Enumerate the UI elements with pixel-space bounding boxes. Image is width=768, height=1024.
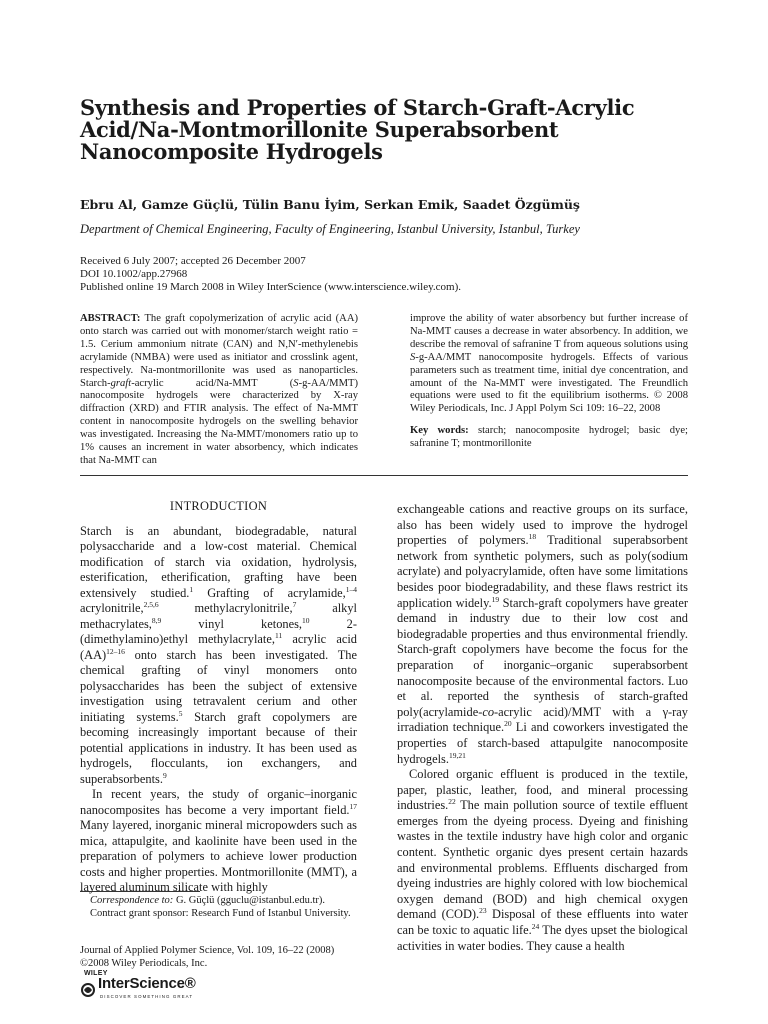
- abstract-right: [410, 313, 688, 451]
- abstract-text: The graft copolymerization of acrylic acid (AA) onto starch was carried out with monomer/starch weight ratio = 1.5. Cerium ammonium nitrate (CAN) and N,N′-methylenebis acrylamide (NMBA) were used as initiator and crosslink agent, respectively. Na-montmorillonite was used as nanoparticles. Starch-: [80, 313, 358, 389]
- keywords: [410, 425, 688, 451]
- abstract-label: ABSTRACT:: [80, 313, 141, 324]
- title-line-3: Nanocomposite Hydrogels: [80, 139, 383, 164]
- abstract-text: -acrylic acid/Na-MMT (: [131, 377, 294, 389]
- logo-tagline: DISCOVER SOMETHING GREAT: [100, 994, 194, 999]
- paragraph: Colored organic effluent is produced in the textile, paper, plastic, leather, food, and mineral processing industries.$^{22}$ The main pollution source of textile effluent emerges from the dyeing process. Dyeing and finishing wastes in the textile industry have high color and organic content. Synthetic organic dyes present certain hazards and environmental problems. Effluents discharged from dyeing industries are highly colored with low biochemical oxygen demand (BOD) and high chemical oxygen demand (COD).$^{23}$ Disposal of these effluents into water can be toxic to aquatic life.$^{24}$ The dyes upset the biological activities in water bodies. They cause a health: [397, 767, 688, 953]
- abstract-left: [80, 313, 358, 468]
- paragraph: In recent years, the study of organic–inorganic nanocomposites has become a very important field.$^{17}$ Many layered, inorganic mineral micropowders such as mica, attapulgite, and kaolinite have been used in the preparation of polymers to achieve lower production costs and higher properties. Montmorillonite (MMT), a layered aluminum silicate with highly: [80, 787, 357, 894]
- abstract-text: improve the ability of water absorbency but further increase of Na-MMT causes a decrease in water absorbency. In addition, we describe the removal of safranine T from aqueous solutions using: [410, 313, 688, 350]
- article-title: [80, 97, 700, 163]
- footnote-divider: [80, 891, 200, 892]
- abstract-text-italic: S: [410, 351, 416, 363]
- section-heading: INTRODUCTION: [169, 499, 268, 513]
- title-line-2: Acid/Na-Montmorillonite Superabsorbent: [80, 117, 559, 142]
- correspondence-note: Correspondence to: G. Güçlü (gguclu@istanbul.edu.tr).: [90, 895, 325, 906]
- journal-citation: [80, 945, 370, 970]
- abstract-text-italic: graft: [110, 377, 132, 389]
- footnotes: [80, 895, 365, 920]
- published-online: Published online 19 March 2008 in Wiley InterScience (www.interscience.wiley.com).: [80, 281, 461, 293]
- swirl-logo-icon: [80, 976, 96, 1000]
- title-line-1: Synthesis and Properties of Starch-Graft-Acrylic: [80, 95, 635, 120]
- grant-note: Contract grant sponsor: Research Fund of Istanbul University.: [90, 907, 351, 919]
- interscience-wordmark: InterScience®: [98, 975, 196, 992]
- copyright: ©2008 Wiley Periodicals, Inc.: [80, 957, 208, 969]
- abstract-text: -g-AA/MMT nanocomposite hydrogels. Effects of various parameters such as treatment time, initial dye concentration, and amount of the Na-MMT were investigated. The Freundlich equations were used to fit the equilibrium isotherms. © 2008 Wiley Periodicals, Inc. J Appl Polym Sci 109: 16–22, 2008: [410, 351, 688, 415]
- keywords-text: starch; nanocomposite hydrogel; basic dye; safranine T; montmorillonite: [410, 425, 688, 450]
- journal-reference: Journal of Applied Polymer Science, Vol. 109, 16–22 (2008): [80, 945, 335, 956]
- paragraph: Starch is an abundant, biodegradable, natural polysaccharide and a low-cost material. Chemical modification of starch via oxidation, hydrolysis, esterification, etherification, grafting have been extensively studied.$^1$ Grafting of acrylamide,$^{1-4}$ acrylonitrile,$^{2,5,6}$ methylacrylonitrile,$^7$ alkyl methacrylates,$^{8,9}$ vinyl ketones,$^{10}$ 2-(dimethylamino)ethyl methylacrylate,$^{11}$ acrylic acid (AA)$^{12-16}$ onto starch has been investigated. The chemical grafting of vinyl monomers onto polysaccharides has been the subject of extensive investigation using tetravalent cerium and other initiating systems.$^5$ Starch graft copolymers are becoming increasingly important because of their potential applications in industry. It has been used as hydrogels, flocculants, ion exchangers, and superabsorbents.$^9$: [80, 523, 357, 786]
- author-list: Ebru Al, Gamze Güçlü, Tülin Banu İyim, Serkan Emik, Saadet Özgümüş: [80, 197, 580, 212]
- keywords-label: Key words:: [410, 425, 469, 437]
- affiliation: Department of Chemical Engineering, Faculty of Engineering, Istanbul University, Istanbul, Turkey: [80, 222, 580, 236]
- paragraph: exchangeable cations and reactive groups on its surface, also has been widely used to improve the hydrogel properties of polymers.$^{18}$ Traditional superabsorbent network from synthetic polymers, such as poly(sodium acrylate) and polyacrylamide, often have some limitations besides poor biodegradability, and these flaws restrict its application widely.$^{19}$ Starch-graft copolymers have greater demand in industry due to their low cost and biodegradable properties and thus environmental friendly. Starch-graft copolymers have become the focus for the preparation of inorganic–organic superabsorbent nanocomposite because of the environmental factors. Luo et al. reported the synthesis of starch-grafted poly(acrylamide-co-acrylic acid)/MMT with a γ-ray irradiation technique.$^{20}$ Li and coworkers investigated the properties of starch-based attapulgite nanocomposite hydrogels.$^{19,21}$: [397, 502, 688, 766]
- body-column-right: [397, 502, 688, 954]
- doi[interactable]: DOI 10.1002/app.27968: [80, 268, 188, 280]
- wiley-wordmark: WILEY: [84, 970, 108, 977]
- body-column-left: [80, 499, 357, 896]
- abstract-text-italic: S: [293, 377, 299, 389]
- publication-history: [80, 255, 461, 294]
- abstract-text: -g-AA/MMT) nanocomposite hydrogels were characterized by X-ray diffraction (XRD) and FTIR analysis. The effect of Na-MMT content in nanocomposite hydrogels on the swelling behavior was investigated. Increasing the Na-MMT/monomers ratio up to 1% causes an increment in water absorbency, which indicates that Na-MMT can: [80, 377, 358, 466]
- received-date: Received 6 July 2007; accepted 26 December 2007: [80, 255, 306, 267]
- wiley-interscience-logo: [80, 970, 240, 1004]
- section-divider: [80, 475, 688, 476]
